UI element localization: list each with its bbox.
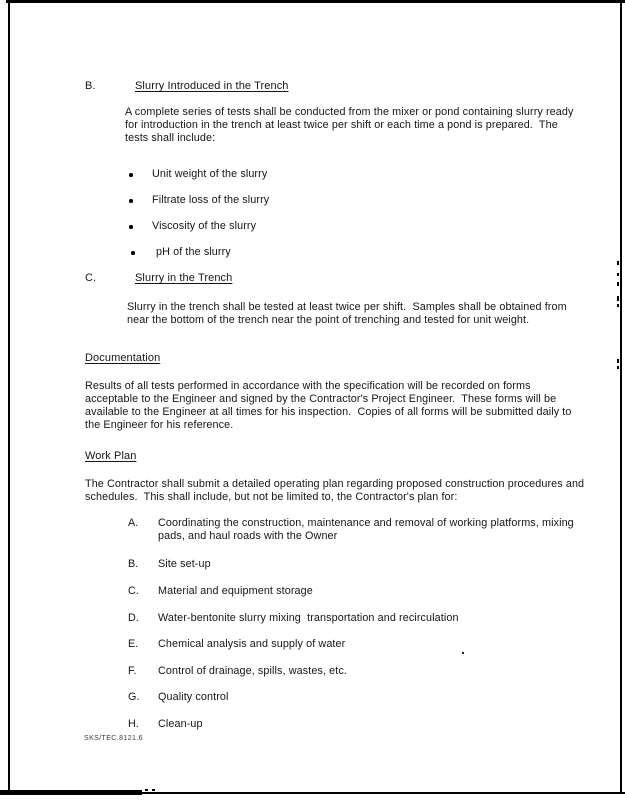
scan-noise-tick	[617, 304, 619, 307]
work-plan-item-letter: B.	[128, 558, 139, 570]
documentation-heading: Documentation	[85, 352, 161, 364]
bullet-icon	[131, 251, 135, 255]
bullet-icon	[129, 225, 133, 229]
footer-doc-code: SKS/TEC.8121.6	[84, 735, 143, 742]
work-plan-item-letter: G.	[128, 691, 140, 703]
work-plan-item-text: Quality control	[158, 691, 229, 703]
section-c-heading: Slurry in the Trench	[135, 272, 233, 284]
page-border-left	[8, 0, 10, 793]
work-plan-item-text: Chemical analysis and supply of water	[158, 638, 346, 650]
documentation-paragraph: Results of all tests performed in accordance with the specification will be recorded on forms acceptable to the Engineer and signed by the Contractor's Project Engineer. These forms will be available to the Engineer at all times for his inspection. Copies of all forms will be submitted daily to the Engineer for his reference.	[85, 380, 575, 431]
work-plan-item-text: Site set-up	[158, 558, 211, 570]
section-b-paragraph: A complete series of tests shall be conducted from the mixer or pond containing slurry ready for introduction in the trench at least twice per shift or each time a pond is prepared. The tests shall include:	[125, 106, 577, 144]
section-b-heading: Slurry Introduced in the Trench	[135, 80, 289, 92]
work-plan-item-letter: F.	[128, 665, 137, 677]
bullet-item-ph: pH of the slurry	[156, 246, 231, 258]
work-plan-heading: Work Plan	[85, 450, 137, 462]
work-plan-item-letter: E.	[128, 638, 139, 650]
page-border-bottom-thin	[142, 792, 625, 794]
scan-noise-tick	[617, 296, 619, 301]
scan-noise-speck	[462, 652, 464, 654]
page-border-bottom-thick	[0, 790, 142, 795]
scan-noise-tick	[617, 359, 619, 363]
scan-noise-tick	[617, 282, 619, 286]
work-plan-item-text: Coordinating the construction, maintenance and removal of working platforms, mixing pads, and haul roads with the Owner	[158, 517, 577, 542]
work-plan-item-letter: H.	[128, 718, 139, 730]
scan-noise-tick	[617, 273, 619, 276]
scan-noise-tick	[152, 789, 155, 791]
work-plan-item-text: Clean-up	[158, 718, 203, 730]
work-plan-item-letter: D.	[128, 612, 139, 624]
work-plan-item-letter: C.	[128, 585, 139, 597]
work-plan-paragraph: The Contractor shall submit a detailed operating plan regarding proposed construction procedures and schedules. This shall include, but not be limited to, the Contractor's plan for:	[85, 478, 588, 503]
bullet-icon	[129, 173, 133, 177]
work-plan-item-letter: A.	[128, 517, 139, 529]
bullet-icon	[129, 199, 133, 203]
work-plan-item-text: Control of drainage, spills, wastes, etc.	[158, 665, 347, 677]
scan-noise-tick	[145, 789, 148, 791]
bullet-item-filtrate-loss: Filtrate loss of the slurry	[152, 194, 270, 206]
work-plan-item-text: Material and equipment storage	[158, 585, 313, 597]
section-c-letter: C.	[85, 272, 97, 284]
bullet-item-unit-weight: Unit weight of the slurry	[152, 168, 268, 180]
scan-noise-tick	[617, 261, 619, 265]
section-b-letter: B.	[85, 80, 96, 92]
scan-noise-tick	[617, 366, 619, 369]
work-plan-item-text: Water-bentonite slurry mixing transportation and recirculation	[158, 612, 459, 624]
page-border-right	[620, 0, 622, 794]
bullet-item-viscosity: Viscosity of the slurry	[152, 220, 257, 232]
section-c-paragraph: Slurry in the trench shall be tested at least twice per shift. Samples shall be obtained from near the bottom of the trench near the point of trenching and tested for unit weight.	[127, 301, 570, 326]
page-border-top	[6, 0, 625, 3]
